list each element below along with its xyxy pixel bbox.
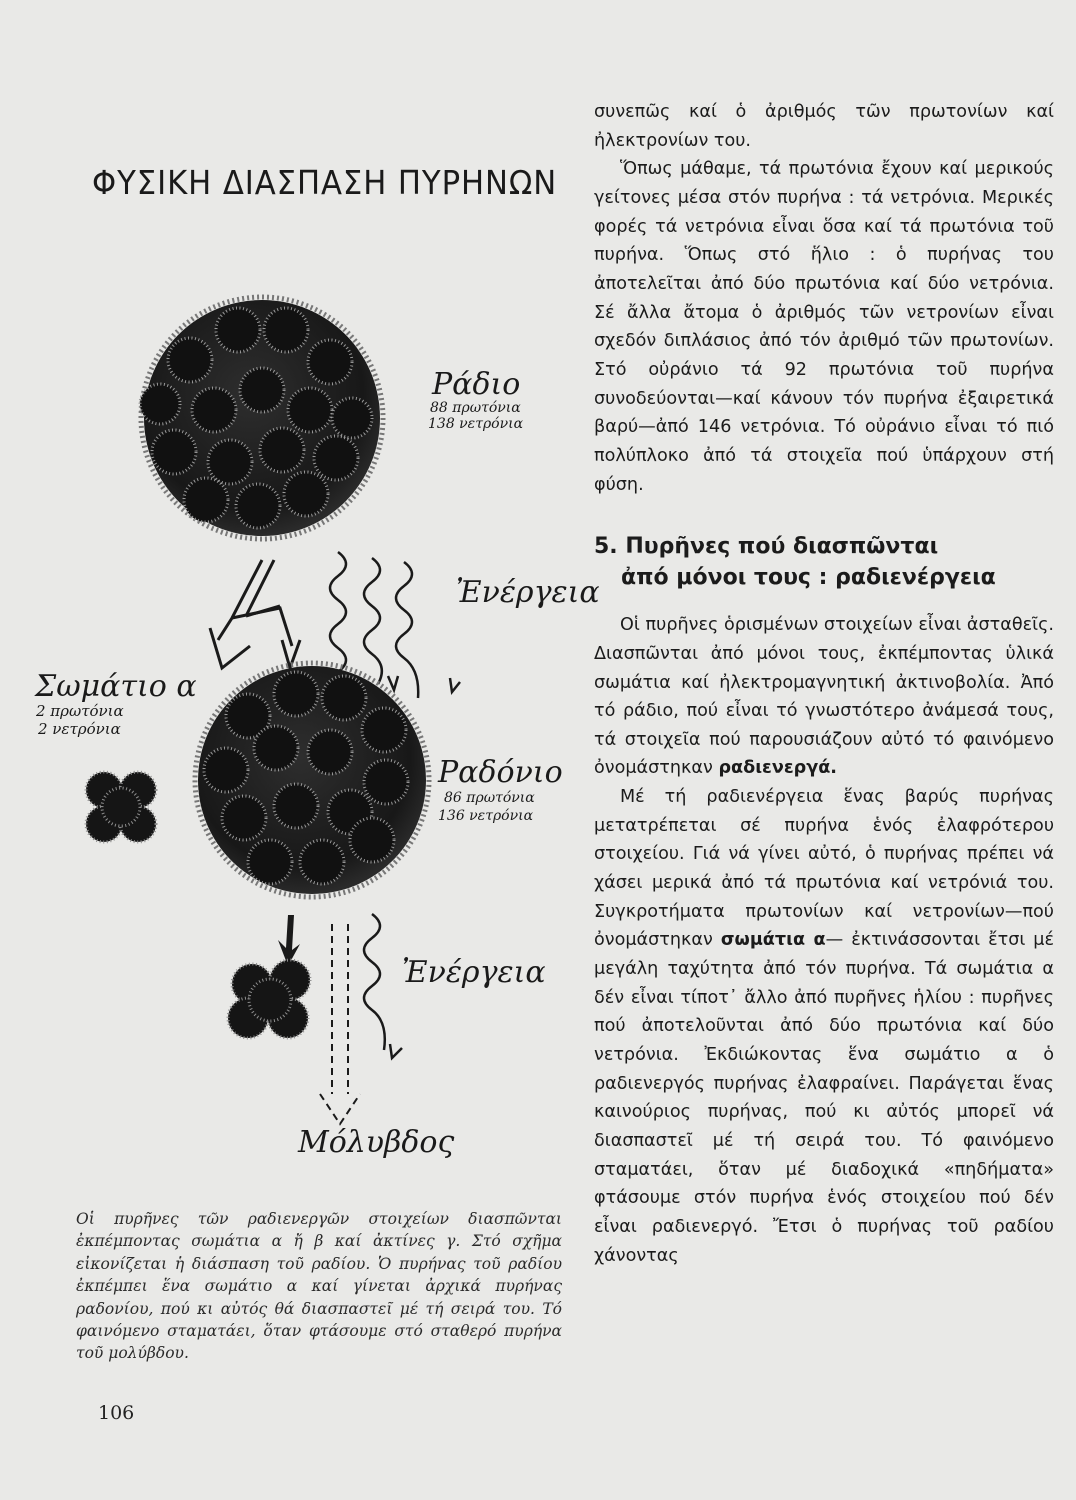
energy-wave-icon [364,914,402,1058]
radium-neutrons: 138 νετρόνια [428,416,524,432]
term-alpha-particles: σωμάτια α [720,930,826,951]
paragraph-text: — ἐκτινάσσονται ἔτσι μέ μεγάλη ταχύτητα ἀπό τόν πυρήνα. Τά σωμάτια α δέν εἶναι τίποτ᾽ ἄλλο ἀπό πυρῆνες ἡλίου : πυρῆνες πού ἀποτελοῦνται ἀπό δύο πρωτόνια καί δύο νετρόνια. Ἐκδιώκοντας ἕνα σωμάτιο α ὁ ραδιενεργός πυρήνας ἐλαφραίνει. Παράγεται ἕνας καινούριος πυρήνας, πού κι αὐτός μπορεῖ νά διασπαστεῖ μέ τή σειρά του. Τό φαινόμενο σταματάει, ὅταν μέ διαδοχικά «πηδήματα» φτάσουμε στόν πυρήνα ἑνός στοιχείου πού δέν εἶναι ραδιενεργό. Ἔτσι ὁ πυρήνας τοῦ ραδίου χάνοντας [594,930,1054,1266]
term-radioactive: ραδιενεργά. [718,758,837,779]
alpha-label: Σωμάτιο α [35,669,197,704]
alpha-neutrons: 2 νετρόνια [38,720,121,738]
paragraph: Ὅπως μάθαμε, τά πρωτόνια ἔχουν καί μερικούς γείτονες μέσα στόν πυρήνα : τά νετρόνια. Μερικές φορές τά νετρόνια εἶναι ὅσα καί τά πρωτόνια τοῦ πυρήνα. Ὅπως στό ἥλιο : ὁ πυρήνας του ἀποτελεῖται ἀπό δύο πρωτόνια καί δύο νετρόνια. Σέ ἄλλα ἄτομα ὁ ἀριθμός τῶν νετρονίων εἶναι σχεδόν διπλάσιος ἀπό τόν ἀριθμό τῶν πρωτονίων. Στό οὐράνιο τά 92 πρωτόνια τοῦ πυρήνα συνοδεύονται—καί κάνουν τόν πυρήνα ἐξαιρετικά βαρύ—ἀπό 146 νετρόνια. Τό οὐράνιο εἶναι τό πιό πολύπλοκο ἀπό τά στοιχεῖα πού ὑπάρχουν στή φύση. [594,159,1054,495]
energy-label-1: Ἐνέργεια [456,575,600,610]
radium-label: Ράδιο [432,367,521,402]
decay-arrow-icon [278,915,300,966]
alpha-particle-icon [86,772,156,842]
lead-label: Μόλυβδος [298,1125,455,1160]
paragraph-text: Οἱ πυρῆνες ὁρισμένων στοιχείων εἶναι ἀσταθεῖς. Διασπῶνται ἀπό μόνοι τους, ἐκπέμποντας ὑλικά σωμάτια καί ἠλεκτρομαγνητική ἀκτινοβολία. Ἀπό τό ράδιο, πού εἶναι τό γνωστότερο ἀνάμεσά τους, τά στοιχεῖα πού παρουσιάζουν αὐτό τό φαινόμενο ὀνομάστηκαν [594,615,1054,779]
lead-nucleus-icon [228,960,310,1038]
section-heading-line-1: 5. Πυρῆνες πού διασπῶνται [594,534,939,560]
decay-figure [0,0,600,1200]
energy-label-2: Ἐνέργεια [402,955,546,990]
section-heading [594,531,1054,593]
section-heading-line-2: ἀπό μόνοι τους : ραδιενέργεια [621,565,996,591]
page-number: 106 [98,1402,135,1424]
radium-protons: 88 πρωτόνια [430,400,521,416]
radium-nucleus-icon [140,297,383,539]
paragraph [594,611,1054,783]
dashed-arrow-icon [320,924,360,1124]
paragraph: συνεπῶς καί ὁ ἀριθμός τῶν πρωτονίων καί ἠλεκτρονίων του. [594,102,1054,151]
radon-protons: 86 πρωτόνια [444,790,535,806]
radon-nucleus-icon [195,663,429,897]
page-title: ΦΥΣΙΚΗ ΔΙΑΣΠΑΣΗ ΠΥΡΗΝΩΝ [92,163,558,202]
radon-label: Ραδόνιο [438,755,563,790]
radon-neutrons: 136 νετρόνια [438,808,534,824]
alpha-protons: 2 πρωτόνια [36,702,124,720]
figure-caption [76,1208,562,1365]
paragraph [594,783,1054,1270]
paragraph-text: Μέ τή ραδιενέργεια ἕνας βαρύς πυρήνας μετατρέπεται σέ πυρήνα ἑνός ἐλαφρότερου στοιχείου. Γιά νά γίνει αὐτό, ὁ πυρήνας πρέπει νά χάσει μερικά ἀπό τά πρωτόνια καί νετρόνιά του. Συγκροτήματα πρωτονίων καί νετρονίων—πού ὀνομάστηκαν [594,787,1054,951]
caption-text: Οἱ πυρῆνες τῶν ραδιενεργῶν στοιχείων διασπῶνται ἐκπέμποντας σωμάτια α ἤ β καί ἀκτίνες γ. Στό σχῆμα εἰκονίζεται ἡ διάσπαση τοῦ ραδίου. Ὁ πυρήνας τοῦ ραδίου ἐκπέμπει ἕνα σωμάτιο α καί γίνεται ἀρχικά πυρήνας ραδονίου, πού κι αὐτός θά διασπαστεῖ μέ τή σειρά του. Τό φαινόμενο σταματάει, ὅταν φτάσουμε στό σταθερό πυρήνα τοῦ μολύβδου. [76,1210,562,1363]
body-text [594,98,1054,1270]
split-arrow-icon [210,560,300,668]
